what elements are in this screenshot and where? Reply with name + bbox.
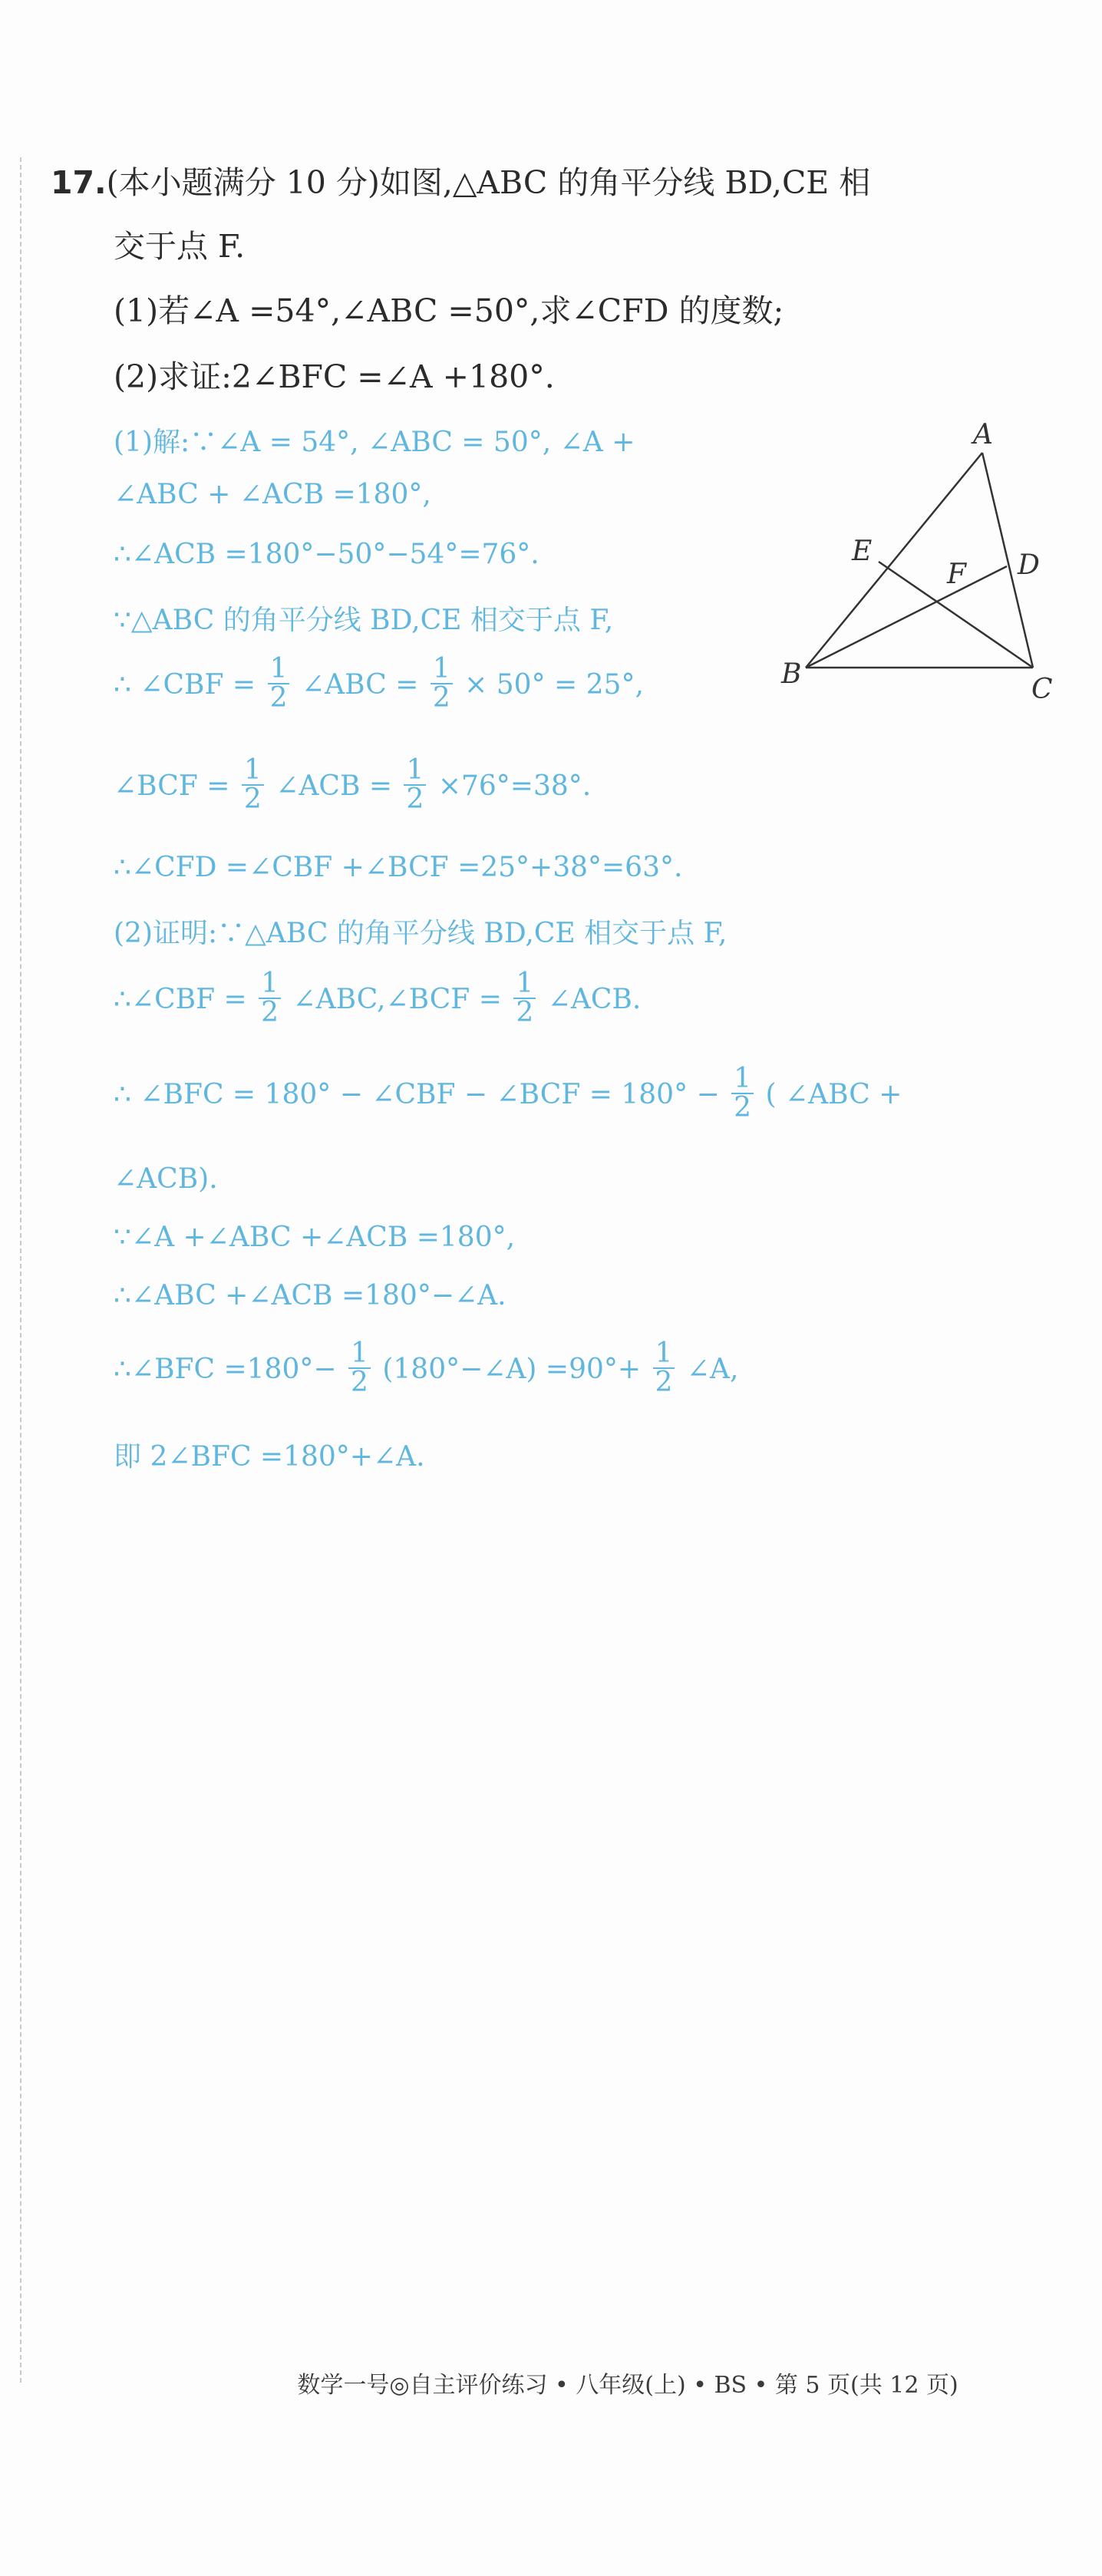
solution-line-11: ∠ACB). bbox=[114, 1163, 218, 1195]
problem-part-1: (1)若∠A =54°,∠ABC =50°,求∠CFD 的度数; bbox=[114, 292, 784, 329]
problem-part-2: (2)求证:2∠BFC =∠A +180°. bbox=[114, 358, 555, 395]
fraction-denominator: 2 bbox=[261, 997, 279, 1028]
fraction-half bbox=[513, 970, 536, 1027]
solution-10-part-a: ∴ ∠BFC = 180° − ∠CBF − ∠BCF = 180° − bbox=[114, 1079, 720, 1110]
problem-number: 17. bbox=[51, 164, 107, 201]
solution-14-part-c: ∠A, bbox=[686, 1354, 739, 1385]
problem-line-1 bbox=[51, 157, 870, 203]
problem-line-2: 交于点 F. bbox=[114, 228, 246, 265]
fraction-numerator: 1 bbox=[513, 970, 536, 999]
fraction-numerator: 1 bbox=[653, 1340, 675, 1369]
fraction-half bbox=[348, 1337, 371, 1398]
solution-5-part-b: ∠ABC = bbox=[301, 669, 419, 701]
solution-line-2: ∠ABC + ∠ACB =180°, bbox=[114, 479, 431, 510]
label-F: F bbox=[947, 559, 966, 590]
fraction-numerator: 1 bbox=[431, 655, 453, 684]
fraction-numerator: 1 bbox=[242, 757, 264, 786]
solution-14-part-a: ∴∠BFC =180°− bbox=[114, 1354, 337, 1385]
fraction-denominator: 2 bbox=[269, 682, 288, 714]
fraction-half bbox=[242, 754, 264, 815]
fraction-half bbox=[259, 970, 281, 1027]
solution-line-8: (2)证明:∵△ABC 的角平分线 BD,CE 相交于点 F, bbox=[114, 918, 728, 949]
triangle-figure bbox=[760, 414, 1067, 721]
fraction-denominator: 2 bbox=[432, 682, 450, 714]
solution-14-part-b: (180°−∠A) =90°+ bbox=[382, 1354, 642, 1385]
solution-line-4: ∵△ABC 的角平分线 BD,CE 相交于点 F, bbox=[114, 605, 614, 636]
solution-6-part-a: ∠BCF = bbox=[114, 770, 230, 802]
fraction-denominator: 2 bbox=[350, 1367, 368, 1398]
problem-text-1: (本小题满分 10 分)如图,△ABC 的角平分线 BD,CE 相 bbox=[106, 164, 871, 201]
fraction-numerator: 1 bbox=[268, 655, 290, 684]
fraction-half bbox=[268, 655, 290, 712]
solution-line-6 bbox=[114, 754, 592, 816]
solution-line-12: ∵∠A +∠ABC +∠ACB =180°, bbox=[114, 1222, 516, 1253]
label-C: C bbox=[1031, 674, 1053, 705]
solution-9-part-b: ∠ABC,∠BCF = bbox=[292, 984, 502, 1015]
fraction-half bbox=[431, 655, 453, 712]
fraction-half bbox=[731, 1065, 754, 1122]
solution-line-5 bbox=[114, 653, 644, 715]
page-footer bbox=[0, 2366, 1102, 2400]
solution-5-part-a: ∴ ∠CBF = bbox=[114, 669, 256, 701]
label-D: D bbox=[1018, 549, 1040, 581]
solution-9-part-a: ∴∠CBF = bbox=[114, 984, 247, 1015]
solution-line-10 bbox=[114, 1063, 902, 1125]
label-B: B bbox=[781, 658, 802, 690]
solution-line-3: ∴∠ACB =180°−50°−54°=76°. bbox=[114, 539, 539, 570]
solution-line-9 bbox=[114, 968, 642, 1030]
fraction-numerator: 1 bbox=[731, 1065, 754, 1094]
solution-10-part-b: ( ∠ABC + bbox=[765, 1079, 902, 1110]
solution-line-13: ∴∠ABC +∠ACB =180°−∠A. bbox=[114, 1280, 506, 1311]
solution-9-part-c: ∠ACB. bbox=[547, 984, 642, 1015]
solution-6-part-b: ∠ACB = bbox=[276, 770, 393, 802]
fraction-denominator: 2 bbox=[734, 1092, 752, 1123]
fraction-denominator: 2 bbox=[406, 783, 424, 815]
label-E: E bbox=[852, 536, 873, 567]
fraction-half bbox=[404, 754, 426, 815]
margin-dashed-line bbox=[20, 157, 21, 2383]
fraction-denominator: 2 bbox=[655, 1367, 673, 1398]
footer-text: 数学一号◎自主评价练习 • 八年级(上) • BS • 第 5 页(共 12 页) bbox=[297, 2372, 958, 2399]
solution-line-7: ∴∠CFD =∠CBF +∠BCF =25°+38°=63°. bbox=[114, 852, 683, 883]
fraction-numerator: 1 bbox=[259, 970, 281, 999]
solution-line-14 bbox=[114, 1337, 739, 1400]
fraction-denominator: 2 bbox=[516, 997, 534, 1028]
solution-6-part-c: ×76°=38°. bbox=[437, 770, 592, 802]
solution-5-part-c: × 50° = 25°, bbox=[464, 669, 644, 701]
fraction-numerator: 1 bbox=[348, 1340, 371, 1369]
fraction-numerator: 1 bbox=[404, 757, 426, 786]
solution-line-15: 即 2∠BFC =180°+∠A. bbox=[114, 1441, 425, 1473]
fraction-half bbox=[653, 1337, 675, 1398]
solution-line-1: (1)解:∵∠A = 54°, ∠ABC = 50°, ∠A + bbox=[114, 427, 635, 458]
label-A: A bbox=[973, 419, 993, 450]
fraction-denominator: 2 bbox=[243, 783, 262, 815]
